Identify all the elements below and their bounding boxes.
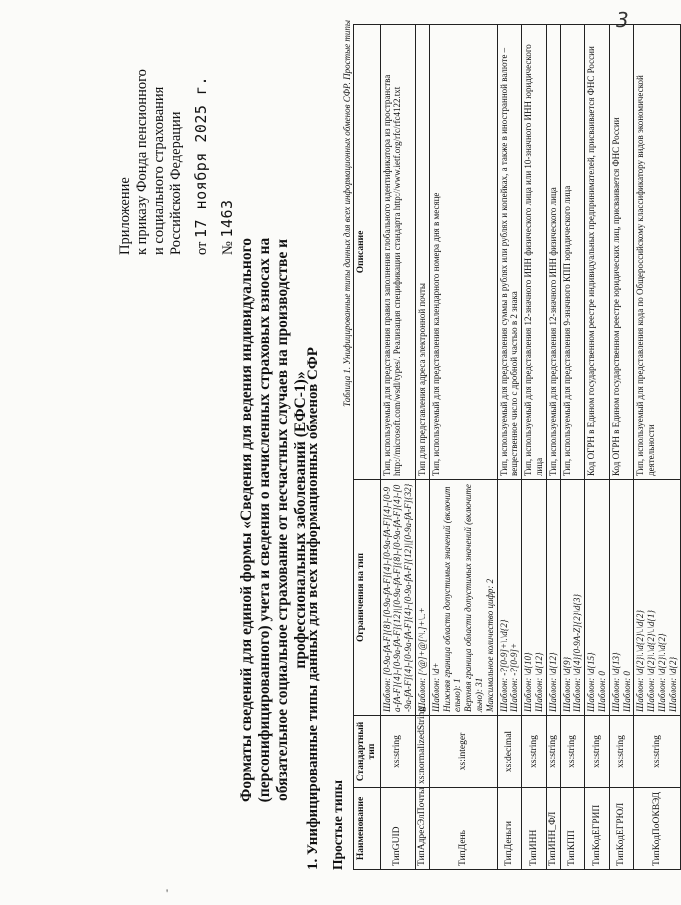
constraint-line: Шаблон: \d+ — [430, 662, 441, 712]
cell-constraints — [415, 480, 429, 716]
header-description: Описание — [354, 25, 381, 480]
constraint-line: Шаблон: \d{2}\.\d{2}\.\d{2} — [635, 609, 646, 712]
section-heading: 1. Унифицированные типы данных для всех информационных обменов СФР — [305, 347, 321, 870]
cell-constraints — [497, 480, 522, 716]
cell-standard-type: xs:integer — [429, 716, 497, 788]
constraint-line: Шаблон: -?[0-9]+ — [509, 642, 520, 712]
cell-name: ТипДеньги — [497, 788, 522, 870]
constraint-line: Верхняя граница области допустимых значений (включительно): 31 — [463, 484, 484, 712]
cell-standard-type: xs:string — [585, 716, 610, 788]
cell-standard-type: xs:string — [634, 716, 680, 788]
constraint-line: Нижняя граница области допустимых значений (включительно): 1 — [441, 486, 463, 712]
approval-line-2: к приказу Фонда пенсионного — [134, 69, 150, 255]
cell-standard-type: xs:string — [380, 716, 415, 788]
cell-name: ТипКПП — [560, 788, 585, 870]
cell-name: ТипИНН_ФЛ — [546, 788, 560, 870]
constraint-line: Шаблон: \d{2}\.\d{2}\.\d{1} — [646, 609, 657, 712]
constraint-line: Шаблон: \d{2} — [667, 656, 678, 712]
cell-description: Тип, используемый для представления 9-значного КПП юридического лица — [560, 25, 585, 480]
cell-constraints — [522, 480, 547, 716]
cell-name: ТипАдресЭлПочты — [415, 788, 429, 870]
cell-name: ТипКодЕГРИП — [585, 788, 610, 870]
header-name: Наименование — [354, 788, 381, 870]
cell-standard-type: xs:string — [609, 716, 634, 788]
constraint-line: Шаблон: 0 — [621, 671, 632, 712]
constraint-line: Шаблон: \d{9} — [561, 656, 572, 712]
table-row — [585, 25, 610, 870]
cell-standard-type: xs:string — [546, 716, 560, 788]
constraint-line: Шаблон: -?[0-9]+\.\d{2} — [498, 619, 509, 712]
constraint-line: Максимальное количество цифр: 2 — [484, 578, 495, 712]
cell-name: ТипGUID — [380, 788, 415, 870]
cell-constraints — [585, 480, 610, 716]
page-number: 3 — [616, 8, 629, 32]
cell-description: Код ОГРН в Едином государственном реестре юридических лиц, присваивается ФНС России — [609, 25, 634, 480]
constraint-line: Шаблон: [^@]+@[^\.]+\..+ — [416, 607, 427, 712]
cell-standard-type: xs:normalizedString — [415, 716, 429, 788]
constraint-line: Шаблон: 0 — [596, 671, 607, 712]
cell-name: ТипИНН — [522, 788, 547, 870]
cell-constraints — [609, 480, 634, 716]
cell-description: Тип, используемый для представления 12-значного ИНН физического лица или 10-значного ИНН юридического лица — [522, 25, 547, 480]
cell-description: Тип, используемый для представления 12-значного ИНН физического лица — [546, 25, 560, 480]
subsection-heading: Простые типы — [330, 779, 345, 870]
constraint-line: Шаблон: \d{13} — [610, 652, 621, 712]
cell-description: Тип, используемый для представления правил заполнения глобального идентификатора из пространства http://microsoft.com/wsdl/types/. Реализация спецификации стандарта http://www.ietf.org/rfc/rfc4122.txt — [380, 25, 415, 480]
constraint-line: Шаблон: \d{4}[0-9A-Z]{2}\d{3} — [572, 593, 583, 712]
cell-constraints — [560, 480, 585, 716]
cell-description: Код ОГРН в Едином государственном реестре индивидуальных предпринимателей, присваивается ФНС России — [585, 25, 610, 480]
cell-description: Тип, используемый для представления кода по Общероссийскому классификатору видов экономической деятельности — [634, 25, 680, 480]
cell-standard-type: xs:decimal — [497, 716, 522, 788]
table-row — [634, 25, 680, 870]
cell-constraints — [429, 480, 497, 716]
cell-description: Тип, используемый для представления суммы в рублях или рублях и копейках, а также в иностранной валюте – вещественное число с дробной частью в 2 знака — [497, 25, 522, 480]
table-row — [560, 25, 585, 870]
document-title: Форматы сведений для единой формы «Сведения для ведения индивидуального (персонифицированного) учета и сведения о начисленных страховых взносах на обязательное социальное страхование от несчастных случаев на производстве и профессиональных заболеваний (ЕФС-1)» — [238, 237, 309, 803]
cell-constraints — [380, 480, 415, 716]
constraint-line: Шаблон: \d{10} — [523, 652, 534, 712]
cell-standard-type: xs:string — [522, 716, 547, 788]
table-row — [415, 25, 429, 870]
approval-line-3: и социального страхования — [151, 86, 167, 255]
approval-number-value: 1463 — [218, 199, 236, 238]
constraint-line: Шаблон: [0-9a-fA-F]{8}-[0-9a-fA-F]{4}-[0-9a-fA-F]{4}-[0-9a-fA-F]{4}-[0-9a-fA-F]{12}|[0-9a-fA-F]{8}-[0-9a-fA-F]{4}-[0-9a-fA-F]{4}-[0-9a-fA-F]{4}-[0-9a-fA-F]{12}|[0-9a-fA-F]{32} — [381, 483, 414, 712]
approval-line-4: Российской Федерации — [168, 111, 184, 255]
cell-name: ТипДень — [429, 788, 497, 870]
table-row — [609, 25, 634, 870]
cell-description: Тип, используемый для представления календарного номера дня в месяце — [429, 25, 497, 480]
table-row — [429, 25, 497, 870]
cell-constraints — [634, 480, 680, 716]
header-constraints: Ограничения на тип — [354, 480, 381, 716]
cell-name: ТипКодПоОКВЭД — [634, 788, 680, 870]
constraint-line: Шаблон: \d{2}\.\d{2} — [656, 633, 667, 712]
approval-number — [219, 35, 237, 255]
constraint-line: Шаблон: \d{12} — [533, 652, 544, 712]
table-header-row — [354, 25, 381, 870]
cell-description: Тип для представления адреса электронной почты — [415, 25, 429, 480]
margin-mark: ' — [166, 886, 169, 900]
cell-name: ТипКодЕГРЮЛ — [609, 788, 634, 870]
table-row — [380, 25, 415, 870]
approval-block — [117, 35, 237, 255]
approval-date-value: 17 ноября 2025 г. — [192, 75, 210, 238]
approval-number-prefix: № — [220, 241, 236, 255]
approval-date — [193, 35, 211, 255]
approval-date-prefix: от — [194, 241, 210, 255]
table-row — [497, 25, 522, 870]
table-body — [380, 25, 680, 870]
constraint-line: Шаблон: \d{15} — [586, 652, 597, 712]
header-standard-type: Стандартный тип — [354, 716, 381, 788]
table-caption: Таблица 1. Унифицированные типы данных для всех информационных обменов СФР. Простые типы — [342, 20, 352, 407]
simple-types-table — [353, 24, 681, 870]
cell-standard-type: xs:string — [560, 716, 585, 788]
constraint-line: Шаблон: \d{12} — [547, 652, 558, 712]
table-row — [522, 25, 547, 870]
approval-line-1: Приложение — [117, 177, 133, 255]
cell-constraints — [546, 480, 560, 716]
table-row — [546, 25, 560, 870]
